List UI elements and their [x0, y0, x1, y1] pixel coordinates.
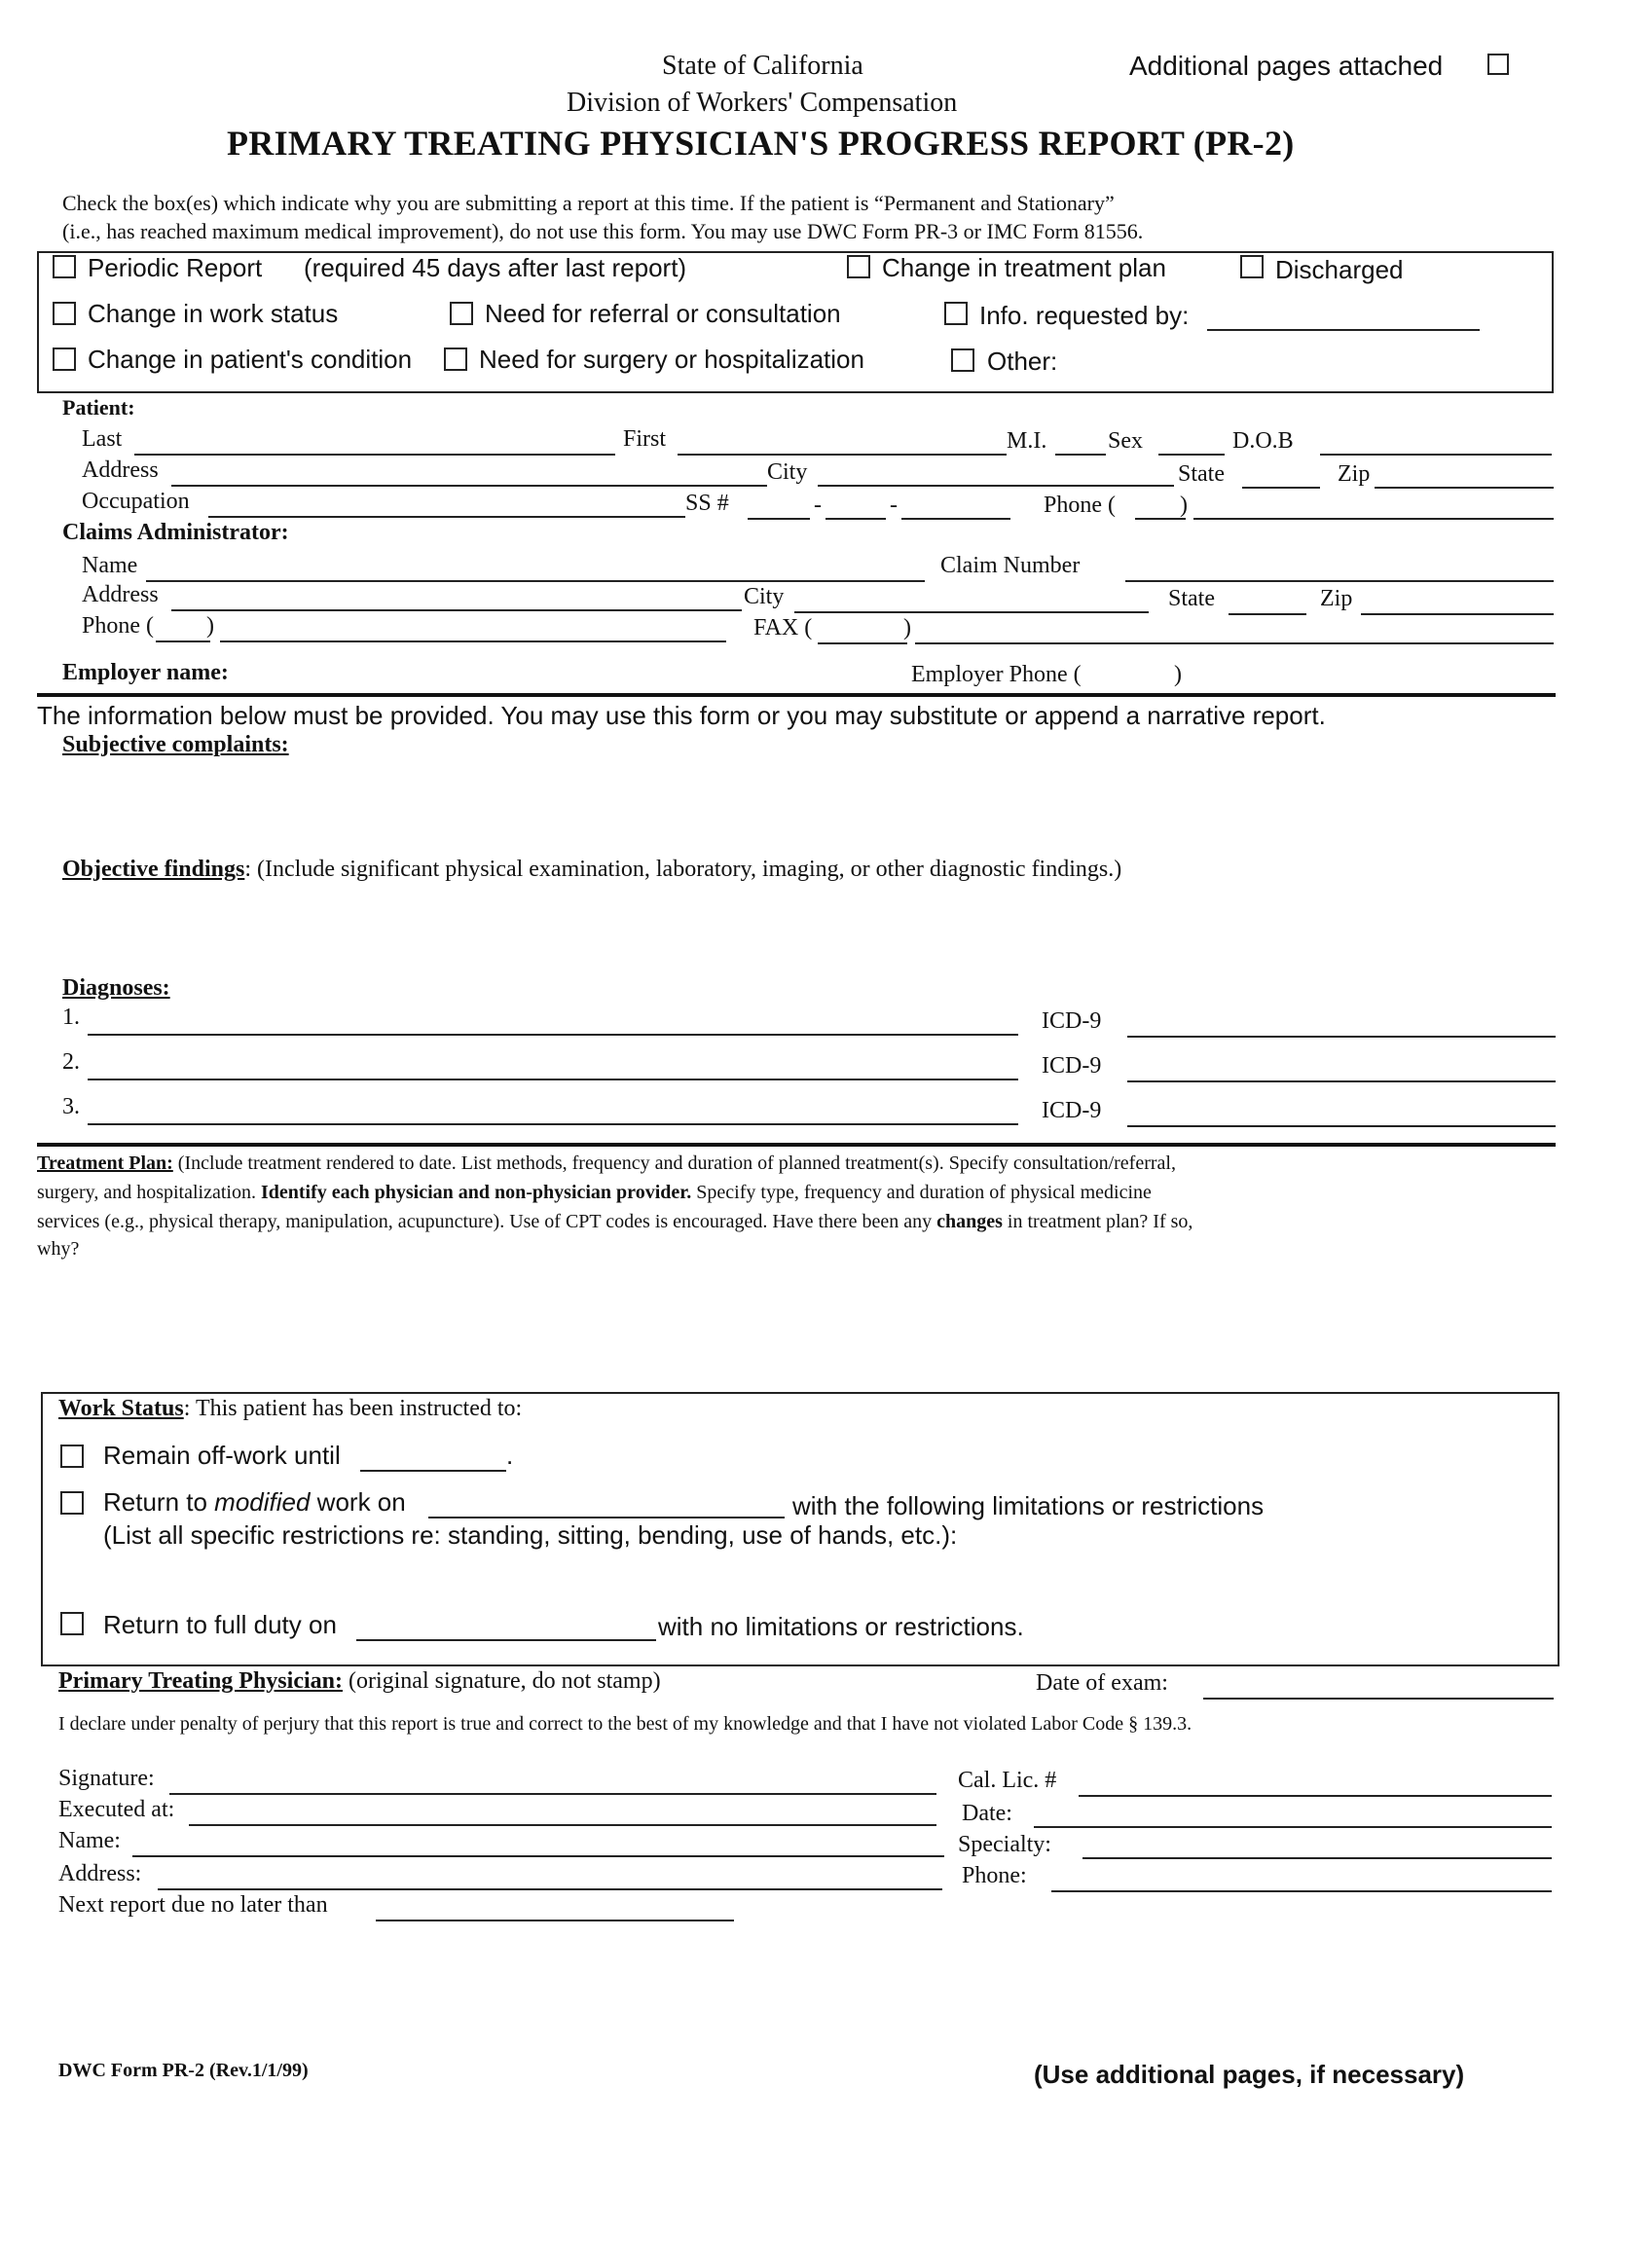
icd9-2-field[interactable] — [1127, 1080, 1556, 1082]
claim-number-field[interactable] — [1125, 580, 1554, 582]
claims-fax-label: FAX ( — [753, 615, 813, 640]
patient-zip-label: Zip — [1338, 461, 1371, 487]
diagnosis-2-field[interactable] — [88, 1079, 1018, 1080]
phone-label: Phone: — [962, 1863, 1027, 1888]
info-requested-checkbox[interactable] — [944, 302, 968, 325]
patient-address-label: Address — [82, 457, 159, 483]
date-of-exam-field[interactable] — [1203, 1698, 1554, 1700]
discharged-checkbox[interactable] — [1240, 255, 1264, 278]
claims-phone-close: ) — [206, 613, 214, 639]
claims-city-label: City — [744, 584, 785, 609]
phone-field[interactable] — [1051, 1890, 1552, 1892]
employer-phone-close: ) — [1174, 662, 1182, 687]
patient-first-label: First — [623, 426, 667, 452]
work-status-label: Work Status — [58, 1396, 184, 1421]
state-label: State of California — [662, 51, 863, 81]
treatment-line-3 — [37, 1211, 1192, 1233]
patient-last-field[interactable] — [134, 454, 615, 456]
treatment-text-1: (Include treatment rendered to date. List methods, frequency and duration of planned treatment(s). Specify consultation/referral, — [172, 1152, 1176, 1174]
patient-phone-label: Phone ( — [1044, 493, 1116, 518]
additional-pages-checkbox[interactable] — [1487, 54, 1509, 75]
icd9-1-field[interactable] — [1127, 1036, 1556, 1038]
claims-zip-field[interactable] — [1361, 613, 1554, 615]
modified-work-post: work on — [310, 1487, 406, 1517]
info-requested-field[interactable] — [1207, 329, 1480, 331]
diagnosis-2-number: 2. — [62, 1049, 80, 1075]
patient-sex-label: Sex — [1108, 428, 1143, 454]
name-field[interactable] — [132, 1855, 944, 1857]
off-work-label: Remain off-work until — [103, 1441, 341, 1470]
patient-ss-field-1[interactable] — [748, 518, 810, 520]
icd9-3-field[interactable] — [1127, 1125, 1556, 1127]
periodic-report-note: (required 45 days after last report) — [304, 253, 687, 282]
work-status-heading — [58, 1396, 522, 1422]
executed-at-field[interactable] — [189, 1824, 936, 1826]
treatment-text-3c: in treatment plan? If so, — [1002, 1211, 1193, 1232]
claims-fax-close: ) — [903, 615, 911, 640]
off-work-date-field[interactable] — [360, 1470, 506, 1472]
employer-phone-label: Employer Phone ( — [911, 662, 1082, 687]
work-status-intro: : This patient has been instructed to: — [183, 1396, 523, 1421]
patient-dob-field[interactable] — [1320, 454, 1552, 456]
icd9-3-label: ICD-9 — [1042, 1098, 1102, 1123]
surgery-label: Need for surgery or hospitalization — [479, 345, 864, 374]
treatment-text-3a: services (e.g., physical therapy, manipulation, acupuncture). Use of CPT codes is encouraged. Have there been any — [37, 1211, 937, 1232]
treatment-line-1 — [37, 1152, 1176, 1175]
intro-line-1: Check the box(es) which indicate why you are submitting a report at this time. If the patient is “Permanent and Stationary” — [62, 191, 1115, 215]
physician-label: Primary Treating Physician: — [58, 1668, 343, 1694]
claims-state-field[interactable] — [1229, 613, 1306, 615]
physician-note: (original signature, do not stamp) — [342, 1668, 661, 1694]
form-id: DWC Form PR-2 (Rev.1/1/99) — [58, 2060, 309, 2081]
date-of-exam-label: Date of exam: — [1036, 1670, 1168, 1696]
cal-lic-field[interactable] — [1079, 1795, 1552, 1797]
change-work-status-checkbox[interactable] — [53, 302, 76, 325]
patient-dob-label: D.O.B — [1232, 428, 1294, 454]
full-duty-label: Return to full duty on — [103, 1610, 337, 1639]
signature-field[interactable] — [169, 1793, 936, 1795]
claims-zip-label: Zip — [1320, 586, 1353, 611]
treatment-text-2b: Identify each physician and non-physician provider. — [260, 1182, 692, 1203]
modified-work-list: (List all specific restrictions re: standing, sitting, bending, use of hands, etc.): — [103, 1520, 958, 1550]
claims-name-label: Name — [82, 553, 138, 578]
full-duty-checkbox[interactable] — [60, 1612, 84, 1635]
modified-work-checkbox[interactable] — [60, 1491, 84, 1515]
claims-address-label: Address — [82, 582, 159, 607]
patient-ss-dash-1: - — [814, 493, 822, 518]
diagnoses-heading: Diagnoses: — [62, 975, 170, 1001]
treatment-label: Treatment Plan: — [37, 1152, 173, 1174]
diagnosis-1-number: 1. — [62, 1005, 80, 1030]
diagnosis-1-field[interactable] — [88, 1034, 1018, 1036]
page-title: PRIMARY TREATING PHYSICIAN'S PROGRESS REPORT (PR-2) — [227, 124, 1295, 163]
subjective-heading: Subjective complaints: — [62, 732, 289, 757]
info-note: The information below must be provided. You may use this form or you may substitute or append a narrative report. — [37, 701, 1326, 730]
off-work-checkbox[interactable] — [60, 1445, 84, 1468]
modified-work-em: modified — [214, 1487, 311, 1517]
icd9-2-label: ICD-9 — [1042, 1053, 1102, 1079]
treatment-line-4: why? — [37, 1238, 80, 1260]
cal-lic-label: Cal. Lic. # — [958, 1768, 1057, 1793]
other-checkbox[interactable] — [951, 348, 974, 372]
employer-name-label: Employer name: — [62, 660, 229, 685]
patient-occupation-label: Occupation — [82, 489, 190, 514]
additional-pages-note: (Use additional pages, if necessary) — [1034, 2060, 1465, 2089]
modified-work-date-field[interactable] — [428, 1517, 785, 1518]
claims-fax-field[interactable] — [915, 642, 1554, 644]
treatment-divider — [37, 1143, 1556, 1147]
treatment-text-2a: surgery, and hospitalization. — [37, 1182, 261, 1203]
address-field[interactable] — [158, 1888, 942, 1890]
patient-state-field[interactable] — [1242, 487, 1320, 489]
patient-last-label: Last — [82, 426, 123, 452]
patient-sex-field[interactable] — [1158, 454, 1225, 456]
modified-work-pre: Return to — [103, 1487, 215, 1517]
specialty-field[interactable] — [1082, 1857, 1552, 1859]
claims-phone-area-field[interactable] — [156, 640, 210, 642]
patient-phone-field[interactable] — [1193, 518, 1554, 520]
claims-address-field[interactable] — [171, 609, 742, 611]
intro-line-2: (i.e., has reached maximum medical improvement), do not use this form. You may use DWC Form PR-3 or IMC Form 81556. — [62, 219, 1144, 243]
physician-heading — [58, 1668, 661, 1695]
change-condition-label: Change in patient's condition — [88, 345, 413, 374]
patient-ss-dash-2: - — [890, 493, 898, 518]
off-work-period: . — [506, 1441, 514, 1470]
signature-label: Signature: — [58, 1766, 155, 1791]
referral-label: Need for referral or consultation — [485, 299, 841, 328]
patient-zip-field[interactable] — [1375, 487, 1554, 489]
address-label: Address: — [58, 1861, 142, 1886]
claims-phone-field[interactable] — [220, 640, 726, 642]
change-condition-checkbox[interactable] — [53, 348, 76, 371]
objective-note: : (Include significant physical examination, laboratory, imaging, or other diagnostic findings.) — [244, 857, 1122, 882]
modified-work-label — [103, 1487, 406, 1518]
other-label: Other: — [987, 347, 1058, 376]
icd9-1-label: ICD-9 — [1042, 1008, 1102, 1034]
specialty-label: Specialty: — [958, 1832, 1051, 1857]
patient-city-field[interactable] — [818, 485, 1174, 487]
diagnosis-3-number: 3. — [62, 1094, 80, 1119]
patient-address-field[interactable] — [171, 485, 767, 487]
surgery-checkbox[interactable] — [444, 348, 467, 371]
declaration-text: I declare under penalty of perjury that this report is true and correct to the best of my knowledge and that I have not violated Labor Code § 139.3. — [58, 1713, 1192, 1735]
change-work-status-label: Change in work status — [88, 299, 339, 328]
patient-ss-field-2[interactable] — [826, 518, 886, 520]
name-label: Name: — [58, 1828, 121, 1853]
treatment-line-2 — [37, 1182, 1152, 1204]
additional-pages-label: Additional pages attached — [1129, 51, 1444, 81]
patient-phone-close: ) — [1180, 493, 1188, 518]
objective-label: Objective findings — [62, 857, 245, 882]
treatment-text-2c: Specify type, frequency and duration of physical medicine — [691, 1182, 1152, 1203]
patient-mi-label: M.I. — [1007, 428, 1047, 454]
claims-fax-area-field[interactable] — [818, 642, 907, 644]
claims-state-label: State — [1168, 586, 1215, 611]
discharged-label: Discharged — [1275, 255, 1404, 284]
claims-name-field[interactable] — [146, 580, 925, 582]
full-duty-tail: with no limitations or restrictions. — [658, 1612, 1024, 1641]
executed-at-label: Executed at: — [58, 1797, 175, 1822]
periodic-report-checkbox[interactable] — [53, 255, 76, 278]
claims-phone-label: Phone ( — [82, 613, 154, 639]
periodic-report-label: Periodic Report — [88, 253, 263, 282]
claims-city-field[interactable] — [794, 611, 1149, 613]
division-label: Division of Workers' Compensation — [567, 88, 958, 118]
patient-heading: Patient: — [62, 395, 135, 420]
info-requested-label: Info. requested by: — [979, 301, 1190, 330]
change-treatment-label: Change in treatment plan — [882, 253, 1166, 282]
modified-work-tail: with the following limitations or restrictions — [792, 1491, 1265, 1520]
referral-checkbox[interactable] — [450, 302, 473, 325]
date-label: Date: — [962, 1801, 1012, 1826]
treatment-text-3b: changes — [936, 1211, 1003, 1232]
patient-occupation-field[interactable] — [208, 516, 685, 518]
next-report-label: Next report due no later than — [58, 1892, 328, 1918]
patient-city-label: City — [767, 459, 808, 485]
next-report-field[interactable] — [376, 1920, 734, 1921]
full-duty-date-field[interactable] — [356, 1639, 656, 1641]
patient-phone-area-field[interactable] — [1135, 518, 1186, 520]
objective-heading — [62, 857, 1121, 883]
patient-state-label: State — [1178, 461, 1225, 487]
patient-mi-field[interactable] — [1055, 454, 1106, 456]
section-divider — [37, 693, 1556, 697]
patient-first-field[interactable] — [678, 454, 1007, 456]
claims-heading: Claims Administrator: — [62, 520, 289, 545]
patient-ss-label: SS # — [685, 491, 729, 516]
claim-number-label: Claim Number — [940, 553, 1081, 578]
diagnosis-3-field[interactable] — [88, 1123, 1018, 1125]
change-treatment-checkbox[interactable] — [847, 255, 870, 278]
patient-ss-field-3[interactable] — [901, 518, 1010, 520]
date-field[interactable] — [1034, 1826, 1552, 1828]
